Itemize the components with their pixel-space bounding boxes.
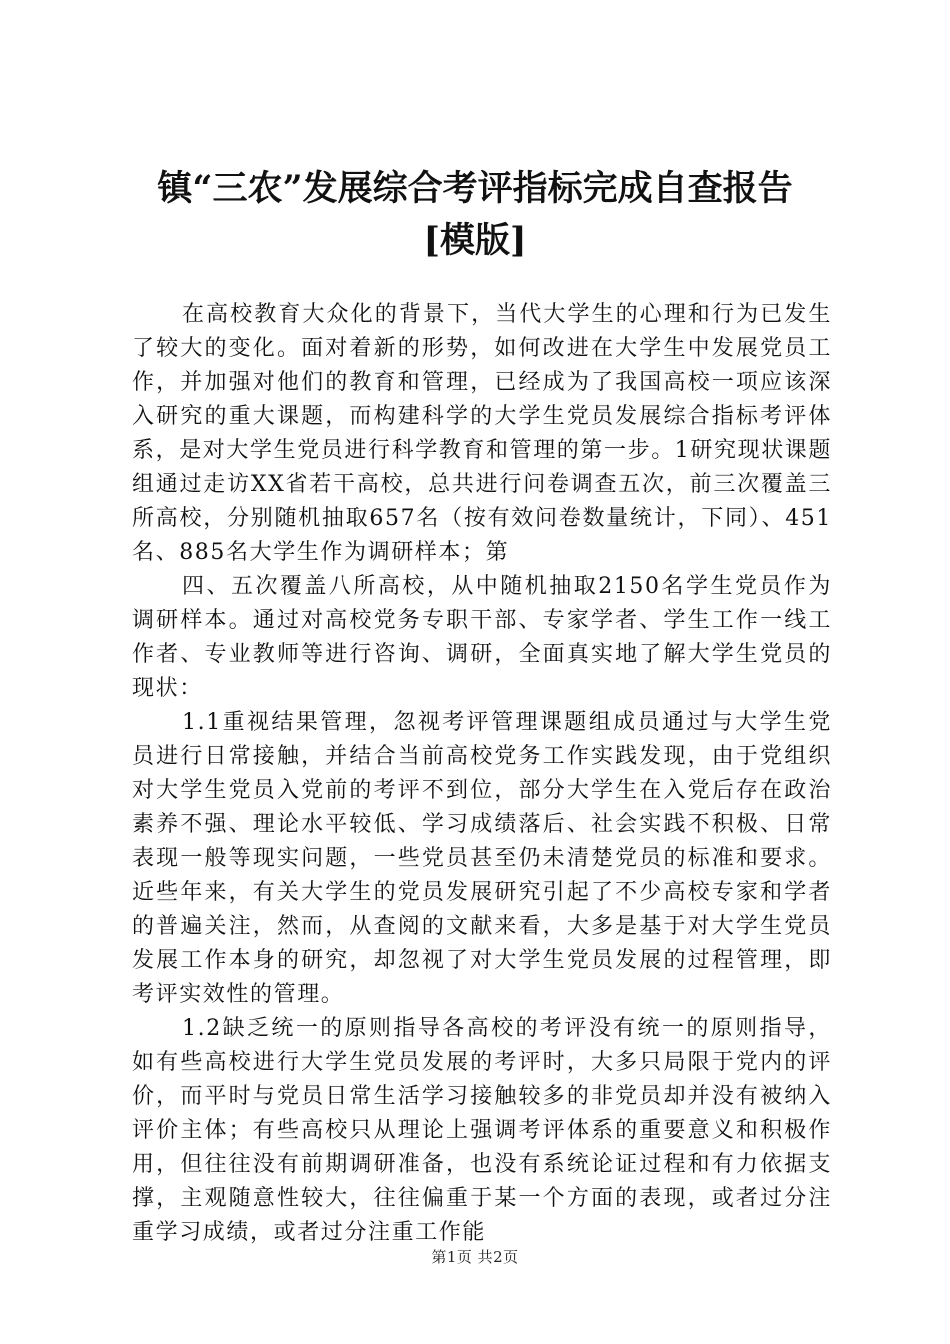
- page-number-footer: 第1页 共2页: [431, 1248, 519, 1266]
- paragraph-3: 1.1重视结果管理，忽视考评管理课题组成员通过与大学生党员进行日常接触，并结合当前高校党务工作实践发现，由于党组织对大学生党员入党前的考评不到位，部分大学生在入党后存在政治素养不强、理论水平较低、学习成绩落后、社会实践不积极、日常表现一般等现实问题，一些党员甚至仍未清楚党员的标准和要求。近些年来，有关大学生的党员发展研究引起了不少高校专家和学者的普遍关注，然而，从查阅的文献来看，大多是基于对大学生党员发展工作本身的研究，却忽视了对大学生党员发展的过程管理，即考评实效性的管理。: [132, 710, 832, 1007]
- document-body: [132, 298, 832, 1250]
- paragraph-1: 在高校教育大众化的背景下，当代大学生的心理和行为已发生了较大的变化。面对着新的形势，如何改进在大学生中发展党员工作，并加强对他们的教育和管理，已经成为了我国高校一项应该深入研究的重大课题，而构建科学的大学生党员发展综合指标考评体系，是对大学生党员进行科学教育和管理的第一步。1研究现状课题组通过走访XX省若干高校，总共进行问卷调查五次，前三次覆盖三所高校，分别随机抽取657名（按有效问卷数量统计，下同）、451名、885名大学生作为调研样本；第: [132, 302, 832, 565]
- document-title-line-2: [模版]: [423, 220, 527, 261]
- paragraph-4: 1.2缺乏统一的原则指导各高校的考评没有统一的原则指导，如有些高校进行大学生党员发展的考评时，大多只局限于党内的评价，而平时与党员日常生活学习接触较多的非党员却并没有被纳入评价主体；有些高校只从理论上强调考评体系的重要意义和积极作用，但往往没有前期调研准备，也没有系统论证过程和有力依据支撑，主观随意性较大，往往偏重于某一个方面的表现，或者过分注重学习成绩，或者过分注重工作能: [132, 1016, 832, 1245]
- document-title-line-1: 镇“三农”发展综合考评指标完成自查报告: [157, 168, 793, 209]
- paragraph-2: 四、五次覆盖八所高校，从中随机抽取2150名学生党员作为调研样本。通过对高校党务专职干部、专家学者、学生工作一线工作者、专业教师等进行咨询、调研，全面真实地了解大学生党员的现状：: [132, 574, 832, 701]
